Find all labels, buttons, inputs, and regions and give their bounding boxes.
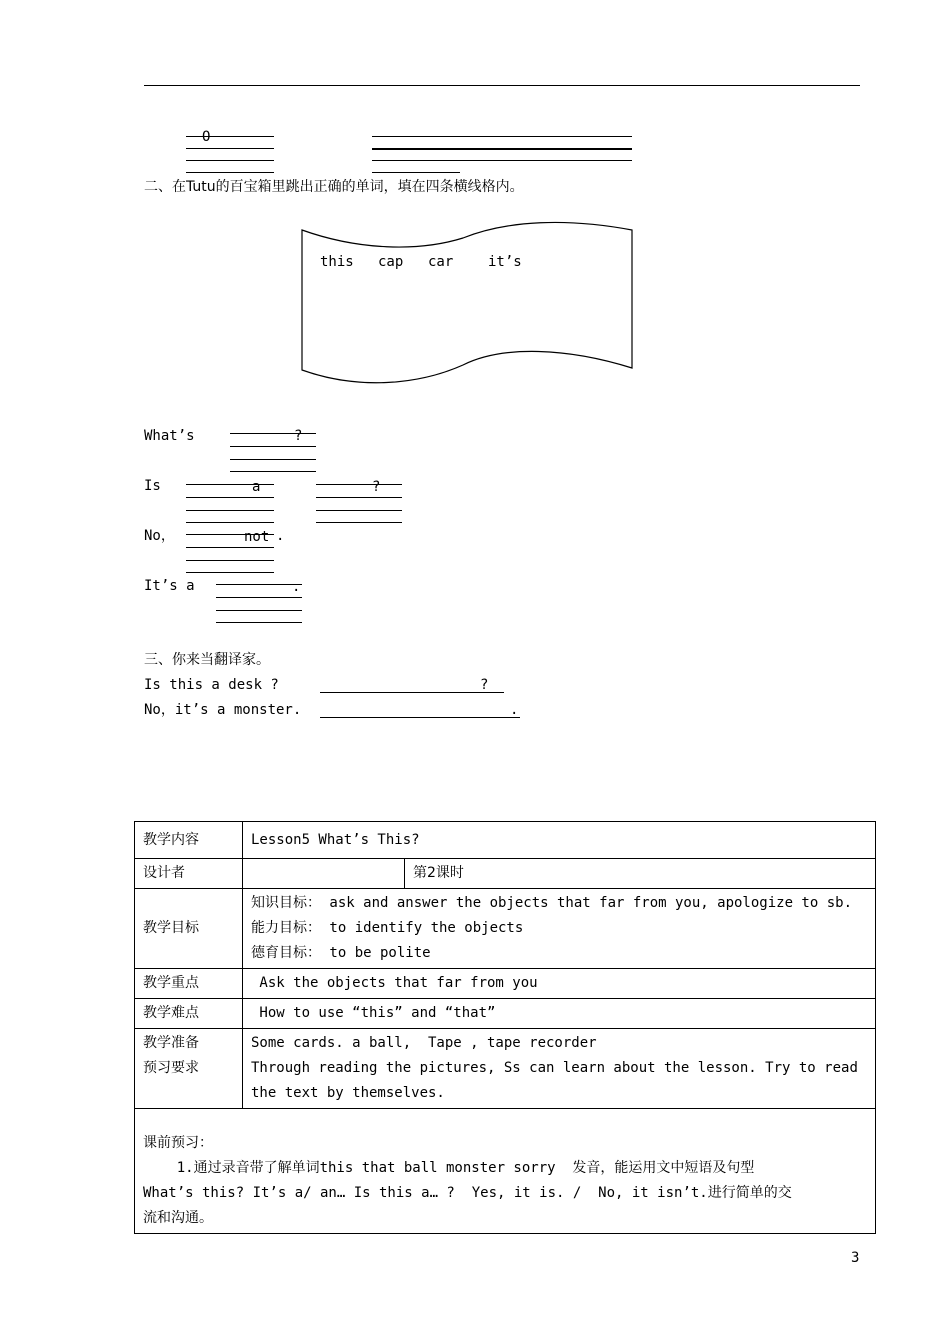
lesson-period: 第2课时	[405, 859, 876, 889]
box-word: car	[428, 254, 454, 270]
item2-prefix: Is	[144, 478, 161, 494]
row-label: 教学准备 预习要求	[135, 1029, 243, 1109]
answer-mark-2: .	[510, 702, 519, 718]
box-word: this	[320, 254, 354, 270]
row-value: Lesson5 What’s This?	[243, 822, 876, 859]
designer-value	[243, 859, 405, 889]
prep-line: Through reading the pictures, Ss can learn about the lesson. Try to read	[251, 1060, 858, 1076]
preview-line: What’s this? It’s a/ an… Is this a… ? Yes, it is. / No, it isn’t.进行简单的交	[143, 1185, 792, 1201]
preview-title: 课前预习：	[143, 1135, 213, 1151]
four-line-grid-top-right	[372, 134, 632, 174]
goal-line: 能力目标： to identify the objects	[251, 920, 524, 936]
item1-prefix: What’s	[144, 428, 195, 444]
table-row	[135, 822, 876, 859]
prep-line: Some cards. a ball, Tape , tape recorder	[251, 1035, 597, 1051]
question-mark: ?	[294, 428, 303, 444]
answer-mark-1: ?	[480, 677, 489, 693]
four-line-grid-top-left	[186, 129, 274, 174]
period-mark: .	[276, 528, 285, 544]
item4-prefix: It’s a	[144, 578, 195, 594]
table-row	[135, 1029, 876, 1109]
question-mark: ?	[372, 479, 381, 495]
treasure-box-scroll	[298, 220, 636, 388]
lesson-plan-table	[134, 821, 876, 1234]
table-row	[135, 999, 876, 1029]
four-line-grid	[186, 479, 274, 524]
four-line-grid	[230, 428, 316, 473]
prep-line: the text by themselves.	[251, 1085, 445, 1101]
table-row	[135, 859, 876, 889]
preview-line: 流和沟通。	[143, 1210, 213, 1226]
preview-line: 1.通过录音带了解单词this that ball monster sorry 发音，能运用文中短语及句型	[143, 1160, 755, 1176]
page-number: 3	[851, 1250, 860, 1266]
four-line-grid	[186, 529, 274, 574]
table-row	[135, 889, 876, 969]
row-label: 教学内容	[135, 822, 243, 859]
translate-line-1: Is this a desk ?	[144, 677, 279, 693]
answer-line-2	[320, 717, 520, 718]
row-label: 教学目标	[135, 889, 243, 969]
item3-middle: not	[244, 529, 270, 545]
section3-heading: 三、你来当翻译家。	[144, 652, 270, 668]
table-row	[135, 969, 876, 999]
row-label: 教学难点	[135, 999, 243, 1029]
four-line-grid	[216, 579, 302, 624]
table-row	[135, 1109, 876, 1234]
row-value	[243, 1029, 876, 1109]
header-rule	[144, 85, 860, 86]
answer-line-1	[320, 692, 504, 693]
row-value: Ask the objects that far from you	[243, 969, 876, 999]
goal-line: 德育目标： to be polite	[251, 945, 431, 961]
translate-line-2: No，it’s a monster.	[144, 702, 302, 718]
section2-heading: 二、在Tutu的百宝箱里跳出正确的单词，填在四条横线格内。	[144, 179, 524, 195]
period-mark: .	[292, 579, 301, 595]
goal-line: 知识目标： ask and answer the objects that far from you, apologize to sb.	[251, 895, 853, 911]
row-label: 设计者	[135, 859, 243, 889]
row-label: 教学重点	[135, 969, 243, 999]
item3-prefix: No，	[144, 528, 175, 544]
sample-letter: O	[202, 129, 211, 145]
four-line-grid	[316, 479, 402, 524]
row-value	[243, 889, 876, 969]
item2-middle: a	[252, 479, 261, 495]
row-value: How to use “this” and “that”	[243, 999, 876, 1029]
box-word: cap	[378, 254, 404, 270]
box-word: it’s	[488, 254, 522, 270]
preview-cell	[135, 1109, 876, 1234]
